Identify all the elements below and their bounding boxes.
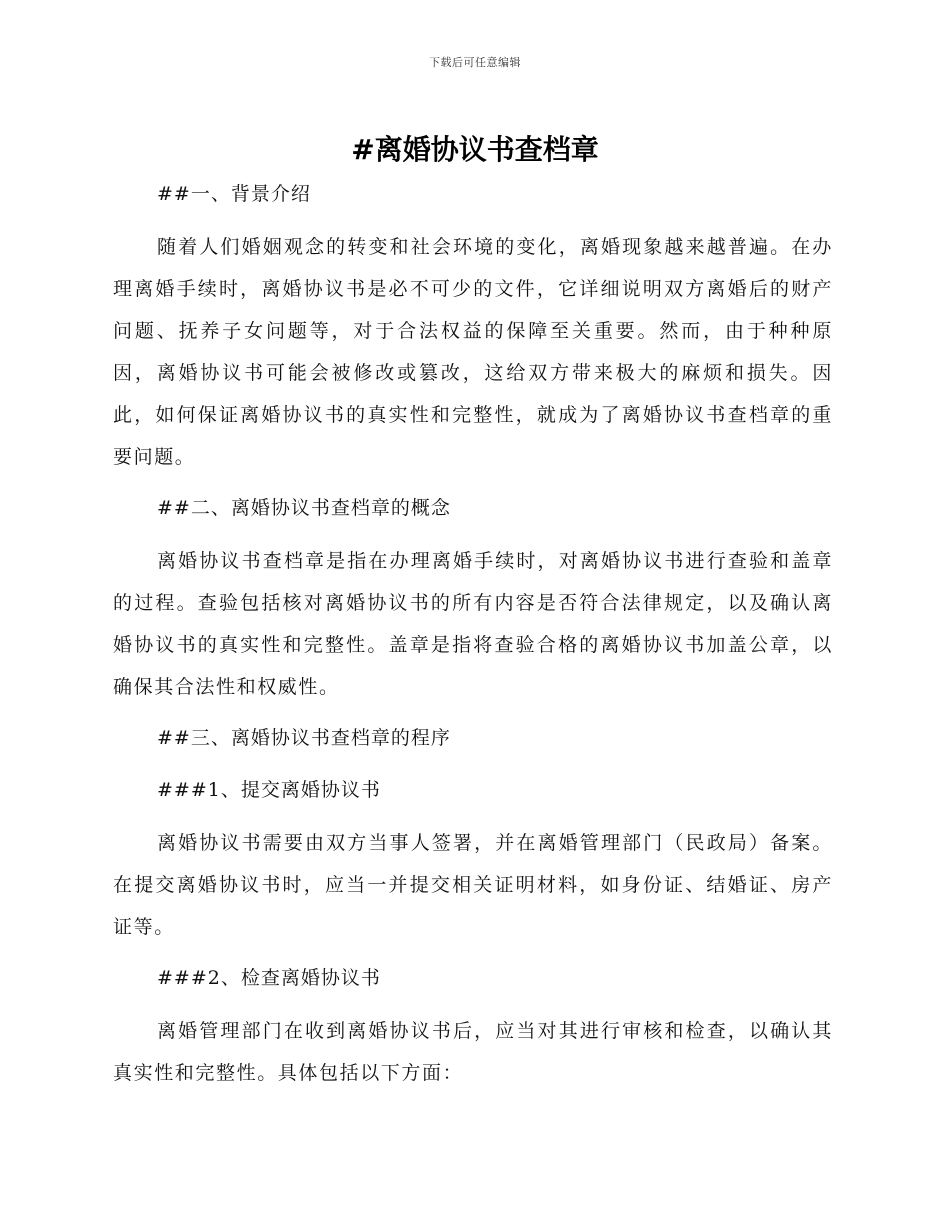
section-heading-concept: ##二、离婚协议书查档章的概念 <box>157 497 451 519</box>
section-heading-background: ##一、背景介绍 <box>157 183 311 205</box>
paragraph-inspect: 离婚管理部门在收到离婚协议书后，应当对其进行审核和检查，以确认其真实性和完整性。具体包括以下方面： <box>113 1020 833 1084</box>
paragraph-submit: 离婚协议书需要由双方当事人签署，并在离婚管理部门（民政局）备案。在提交离婚协议书时，应当一并提交相关证明材料，如身份证、结婚证、房产证等。 <box>113 832 833 938</box>
subsection-heading-inspect: ###2、检查离婚协议书 <box>157 967 381 989</box>
header-note: 下载后可任意编辑 <box>429 56 521 69</box>
section-heading-procedure: ##三、离婚协议书查档章的程序 <box>157 727 451 749</box>
paragraph-background: 随着人们婚姻观念的转变和社会环境的变化，离婚现象越来越普遍。在办理离婚手续时，离婚协议书是必不可少的文件，它详细说明双方离婚后的财产问题、抚养子女问题等，对于合法权益的保障至关重要。然而，由于种种原因，离婚协议书可能会被修改或篡改，这给双方带来极大的麻烦和损失。因此，如何保证离婚协议书的真实性和完整性，就成为了离婚协议书查档章的重要问题。 <box>113 236 833 468</box>
document-title: #离婚协议书查档章 <box>351 133 599 166</box>
document-body <box>113 174 833 1104</box>
subsection-heading-submit: ###1、提交离婚协议书 <box>157 779 381 801</box>
paragraph-concept: 离婚协议书查档章是指在办理离婚手续时，对离婚协议书进行查验和盖章的过程。查验包括核对离婚协议书的所有内容是否符合法律规定，以及确认离婚协议书的真实性和完整性。盖章是指将查验合格的离婚协议书加盖公章，以确保其合法性和权威性。 <box>113 550 833 698</box>
